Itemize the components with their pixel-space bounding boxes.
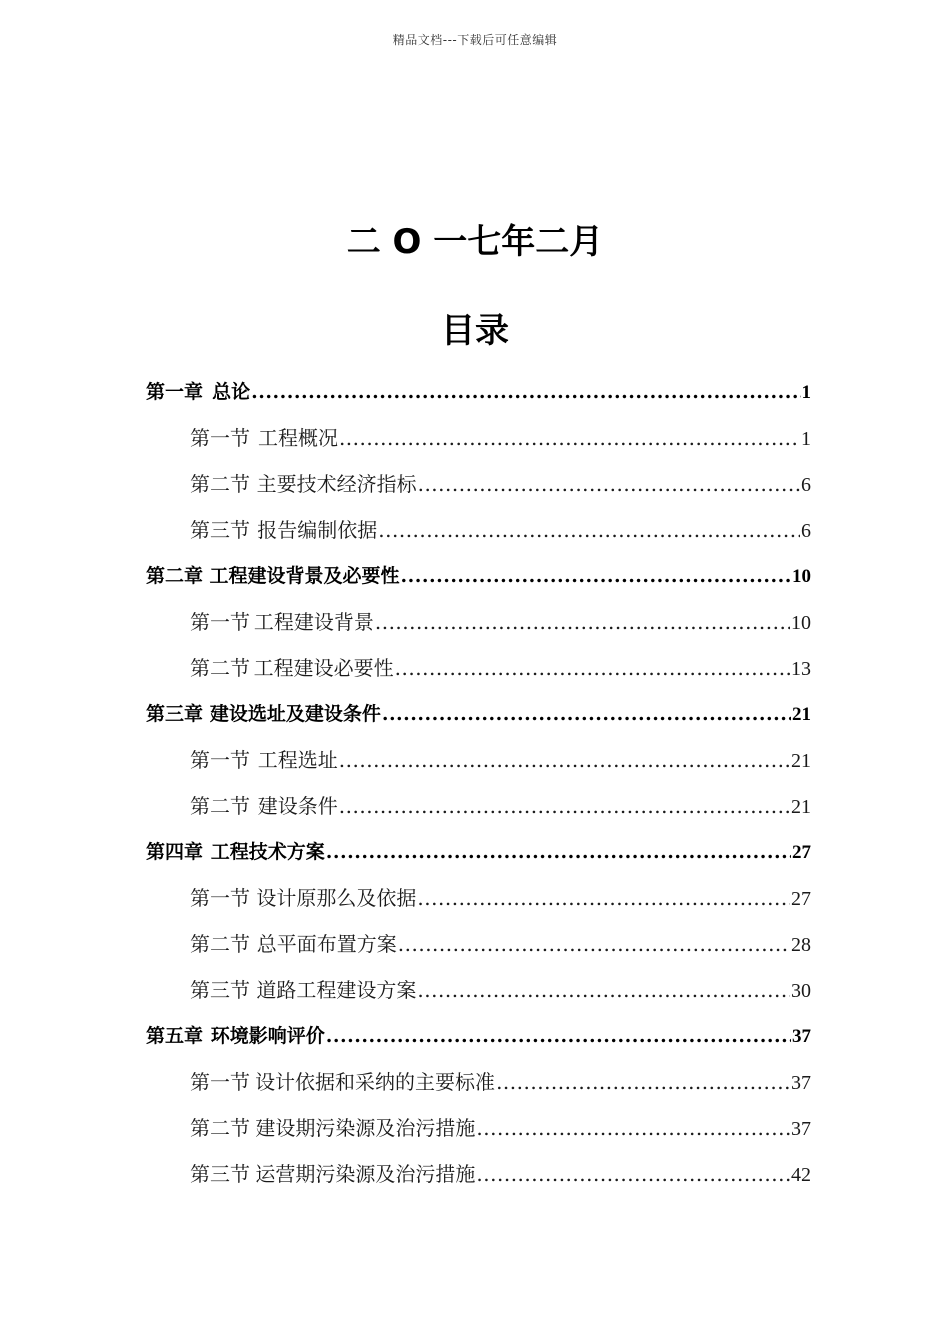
toc-entry-title: 设计原那么及依据 — [256, 886, 417, 910]
toc-entry-number: 第五章 — [146, 1025, 204, 1047]
toc-entry-section[interactable] — [190, 1064, 811, 1100]
toc-entry-chapter[interactable] — [146, 696, 811, 732]
toc-entry-title: 建设条件 — [257, 794, 338, 818]
toc-entry-page: 30 — [791, 980, 811, 1002]
toc-entry-page: 27 — [792, 842, 811, 863]
toc-entry-page: 21 — [791, 750, 811, 772]
toc-entry-number: 第二章 — [146, 565, 204, 587]
toc-entry-number: 第一节 — [190, 426, 250, 450]
date-line: 二 O 一七年二月 — [346, 222, 604, 262]
toc-entry-number: 第二节 — [190, 472, 250, 496]
toc-entry-page: 27 — [791, 888, 811, 910]
toc-entry-page: 6 — [801, 474, 811, 496]
leader-dots — [417, 972, 790, 1008]
toc-entry-number: 第一节 — [190, 886, 250, 910]
toc-entry-title: 工程选址 — [257, 748, 338, 772]
toc-entry-title: 道路工程建设方案 — [256, 978, 417, 1002]
leader-dots — [417, 880, 790, 916]
leader-dots — [339, 788, 790, 824]
toc-entry-section[interactable] — [190, 420, 811, 456]
toc-entry-chapter[interactable] — [146, 834, 811, 870]
toc-entry-page: 42 — [791, 1164, 811, 1186]
toc-entry-page: 37 — [791, 1118, 811, 1140]
toc-entry-page: 1 — [801, 382, 811, 403]
toc-entry-number: 第二节 — [190, 794, 250, 818]
toc-title: 目录 — [441, 311, 509, 351]
toc-entry-number: 第二节 — [190, 656, 250, 680]
toc-entry-title: 总平面布置方案 — [256, 932, 397, 956]
toc-entry-number: 第一节 — [190, 748, 250, 772]
toc-entry-number: 第一节 — [190, 1070, 250, 1094]
toc-entry-number: 第三节 — [190, 978, 250, 1002]
toc-entry-title: 主要技术经济指标 — [256, 472, 417, 496]
toc-entry-section[interactable] — [190, 880, 811, 916]
toc-entry-title: 建设选址及建设条件 — [209, 703, 381, 725]
toc-entry-page: 1 — [801, 428, 811, 450]
toc-entry-chapter[interactable] — [146, 1018, 811, 1054]
toc-entry-title: 设计依据和采纳的主要标准 — [255, 1070, 496, 1094]
leader-dots — [375, 604, 790, 640]
toc-entry-section[interactable] — [190, 972, 811, 1008]
leader-dots — [496, 1064, 790, 1100]
toc-entry-section[interactable] — [190, 604, 811, 640]
leader-dots — [339, 742, 790, 778]
toc-entry-section[interactable] — [190, 466, 811, 502]
toc-entry-number: 第三章 — [146, 703, 204, 725]
toc-entry-title: 工程建设背景及必要性 — [209, 565, 400, 587]
toc-entry-title: 工程建设必要性 — [253, 656, 394, 680]
toc-entry-number: 第一节 — [190, 610, 250, 634]
toc-entry-number: 第四章 — [146, 841, 204, 863]
toc-entry-section[interactable] — [190, 650, 811, 686]
toc-entry-title: 建设期污染源及治污措施 — [255, 1116, 476, 1140]
leader-dots — [476, 1156, 790, 1192]
leader-dots — [395, 650, 790, 686]
toc-entry-page: 13 — [791, 658, 811, 680]
toc-entry-page: 6 — [801, 520, 811, 542]
toc-entry-title: 总论 — [212, 381, 251, 403]
toc-entry-page: 37 — [792, 1026, 811, 1047]
toc-entry-page: 21 — [792, 704, 811, 725]
page-header: 精品文档---下载后可任意编辑 — [392, 33, 558, 47]
toc-entry-title: 环境影响评价 — [210, 1025, 325, 1047]
leader-dots — [326, 1018, 791, 1054]
toc-entry-chapter[interactable] — [146, 558, 811, 594]
toc-entry-chapter[interactable] — [146, 374, 811, 410]
leader-dots — [339, 420, 800, 456]
toc-entry-title: 运营期污染源及治污措施 — [255, 1162, 476, 1186]
toc-entry-page: 37 — [791, 1072, 811, 1094]
leader-dots — [401, 558, 791, 594]
leader-dots — [378, 512, 800, 548]
toc-entry-title: 报告编制依据 — [257, 518, 378, 542]
leader-dots — [398, 926, 790, 962]
toc-entry-number: 第三节 — [190, 1162, 250, 1186]
toc-entry-section[interactable] — [190, 788, 811, 824]
toc-entry-section[interactable] — [190, 1156, 811, 1192]
toc-entry-page: 28 — [791, 934, 811, 956]
toc-entry-page: 10 — [792, 566, 811, 587]
leader-dots — [382, 696, 791, 732]
toc-entry-page: 21 — [791, 796, 811, 818]
toc-entry-title: 工程概况 — [257, 426, 338, 450]
toc-entry-section[interactable] — [190, 1110, 811, 1146]
leader-dots — [251, 374, 800, 410]
toc-entry-title: 工程技术方案 — [210, 841, 325, 863]
toc-entry-number: 第三节 — [190, 518, 250, 542]
toc-entry-title: 工程建设背景 — [253, 610, 374, 634]
leader-dots — [418, 466, 800, 502]
toc-entry-number: 第一章 — [146, 381, 204, 403]
toc-entry-number: 第二节 — [190, 932, 250, 956]
toc-entry-section[interactable] — [190, 512, 811, 548]
toc-entry-section[interactable] — [190, 742, 811, 778]
toc-entry-page: 10 — [791, 612, 811, 634]
leader-dots — [476, 1110, 790, 1146]
toc-entry-number: 第二节 — [190, 1116, 250, 1140]
toc-entry-section[interactable] — [190, 926, 811, 962]
leader-dots — [326, 834, 791, 870]
